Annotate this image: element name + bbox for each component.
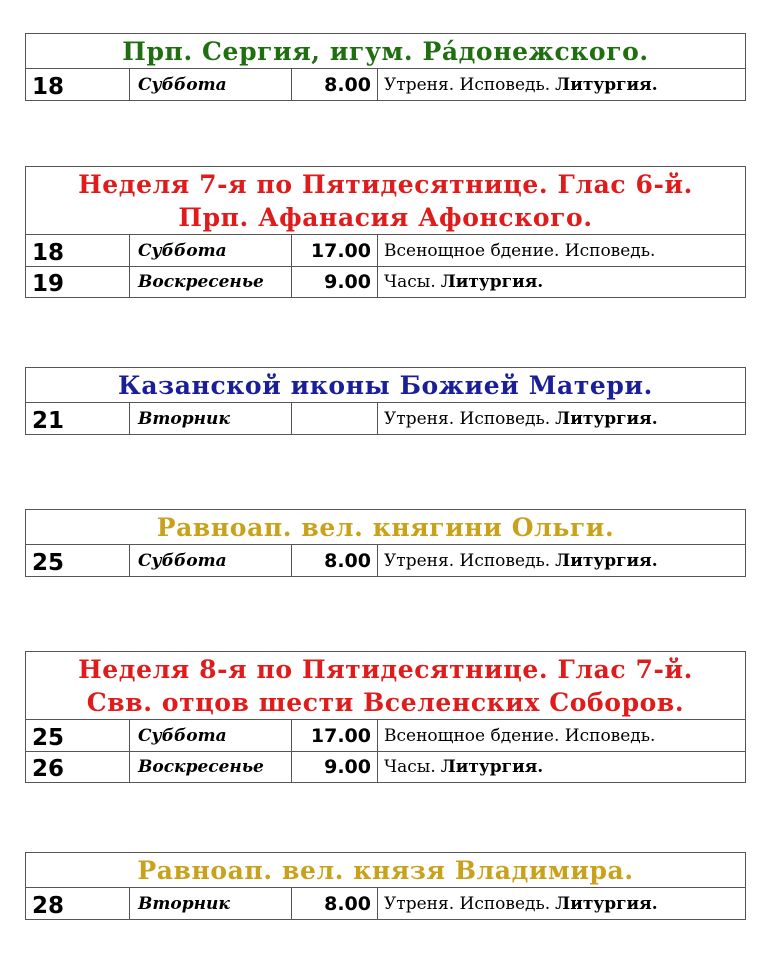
- service-weekday: Воскресенье: [130, 267, 292, 297]
- service-description: [378, 403, 745, 434]
- service-time: 8.00: [292, 69, 378, 100]
- service-text: Утреня. Исповедь.: [384, 408, 551, 429]
- service-text: Часы.: [384, 272, 436, 292]
- service-weekday: Суббота: [130, 235, 292, 266]
- service-weekday: Воскресенье: [130, 752, 292, 782]
- feast-block: [25, 852, 746, 920]
- service-weekday: Вторник: [130, 403, 292, 434]
- service-description: [378, 720, 745, 751]
- feast-block: [25, 166, 746, 298]
- service-time: 17.00: [292, 235, 378, 266]
- feast-title: [26, 652, 745, 720]
- service-date: 21: [26, 403, 130, 434]
- service-description: [378, 545, 745, 576]
- service-date: 18: [26, 69, 130, 100]
- service-row: [26, 235, 745, 266]
- service-row: [26, 751, 745, 782]
- service-text: Утреня. Исповедь.: [384, 550, 551, 571]
- service-date: 26: [26, 752, 130, 782]
- feast-title-line: Казанской иконы Божией Матери.: [118, 371, 653, 400]
- feast-title: [26, 368, 745, 403]
- feast-block: [25, 651, 746, 783]
- service-date: 28: [26, 888, 130, 919]
- service-date: 25: [26, 720, 130, 751]
- service-description: [378, 69, 745, 100]
- service-date: 19: [26, 267, 130, 297]
- service-liturgy: Литургия.: [555, 893, 658, 914]
- service-text: Утреня. Исповедь.: [384, 893, 551, 914]
- feast-title-line: Равноап. вел. княгини Ольги.: [156, 513, 615, 542]
- service-text: Всенощное бдение. Исповедь.: [384, 725, 656, 746]
- service-row: [26, 266, 745, 297]
- feast-title-line: Прп. Афанасия Афонского.: [178, 203, 593, 232]
- service-date: 25: [26, 545, 130, 576]
- service-liturgy: Литургия.: [440, 757, 544, 777]
- service-description: [378, 752, 745, 782]
- service-time: 8.00: [292, 888, 378, 919]
- service-weekday: Суббота: [130, 720, 292, 751]
- service-description: [378, 267, 745, 297]
- feast-title: [26, 34, 745, 69]
- feast-title-line: Равноап. вел. князя Владимира.: [137, 856, 634, 885]
- service-text: Часы.: [384, 757, 436, 777]
- feast-block: [25, 33, 746, 101]
- feast-title-line: Неделя 7-я по Пятидесятнице. Глас 6-й.: [78, 170, 693, 199]
- service-weekday: Суббота: [130, 545, 292, 576]
- feast-title-line: Свв. отцов шести Вселенских Соборов.: [86, 688, 685, 717]
- service-weekday: Вторник: [130, 888, 292, 919]
- feast-title-line: Неделя 8-я по Пятидесятнице. Глас 7-й.: [78, 655, 693, 684]
- service-row: [26, 403, 745, 434]
- feast-title: [26, 853, 745, 888]
- service-row: [26, 69, 745, 100]
- service-time: 9.00: [292, 752, 378, 782]
- feast-block: [25, 367, 746, 435]
- service-liturgy: Литургия.: [555, 74, 658, 95]
- feast-block: [25, 509, 746, 577]
- service-description: [378, 888, 745, 919]
- service-time: [292, 403, 378, 434]
- service-row: [26, 888, 745, 919]
- feast-title: [26, 167, 745, 235]
- feast-title-line: Прп. Сергия, игум. Ра́донежского.: [122, 37, 649, 66]
- service-time: 9.00: [292, 267, 378, 297]
- service-date: 18: [26, 235, 130, 266]
- service-liturgy: Литургия.: [555, 408, 658, 429]
- service-liturgy: Литургия.: [440, 272, 544, 292]
- service-liturgy: Литургия.: [555, 550, 658, 571]
- service-text: Утреня. Исповедь.: [384, 74, 551, 95]
- service-weekday: Суббота: [130, 69, 292, 100]
- service-row: [26, 545, 745, 576]
- service-text: Всенощное бдение. Исповедь.: [384, 240, 656, 261]
- service-row: [26, 720, 745, 751]
- service-time: 17.00: [292, 720, 378, 751]
- feast-title: [26, 510, 745, 545]
- service-description: [378, 235, 745, 266]
- service-time: 8.00: [292, 545, 378, 576]
